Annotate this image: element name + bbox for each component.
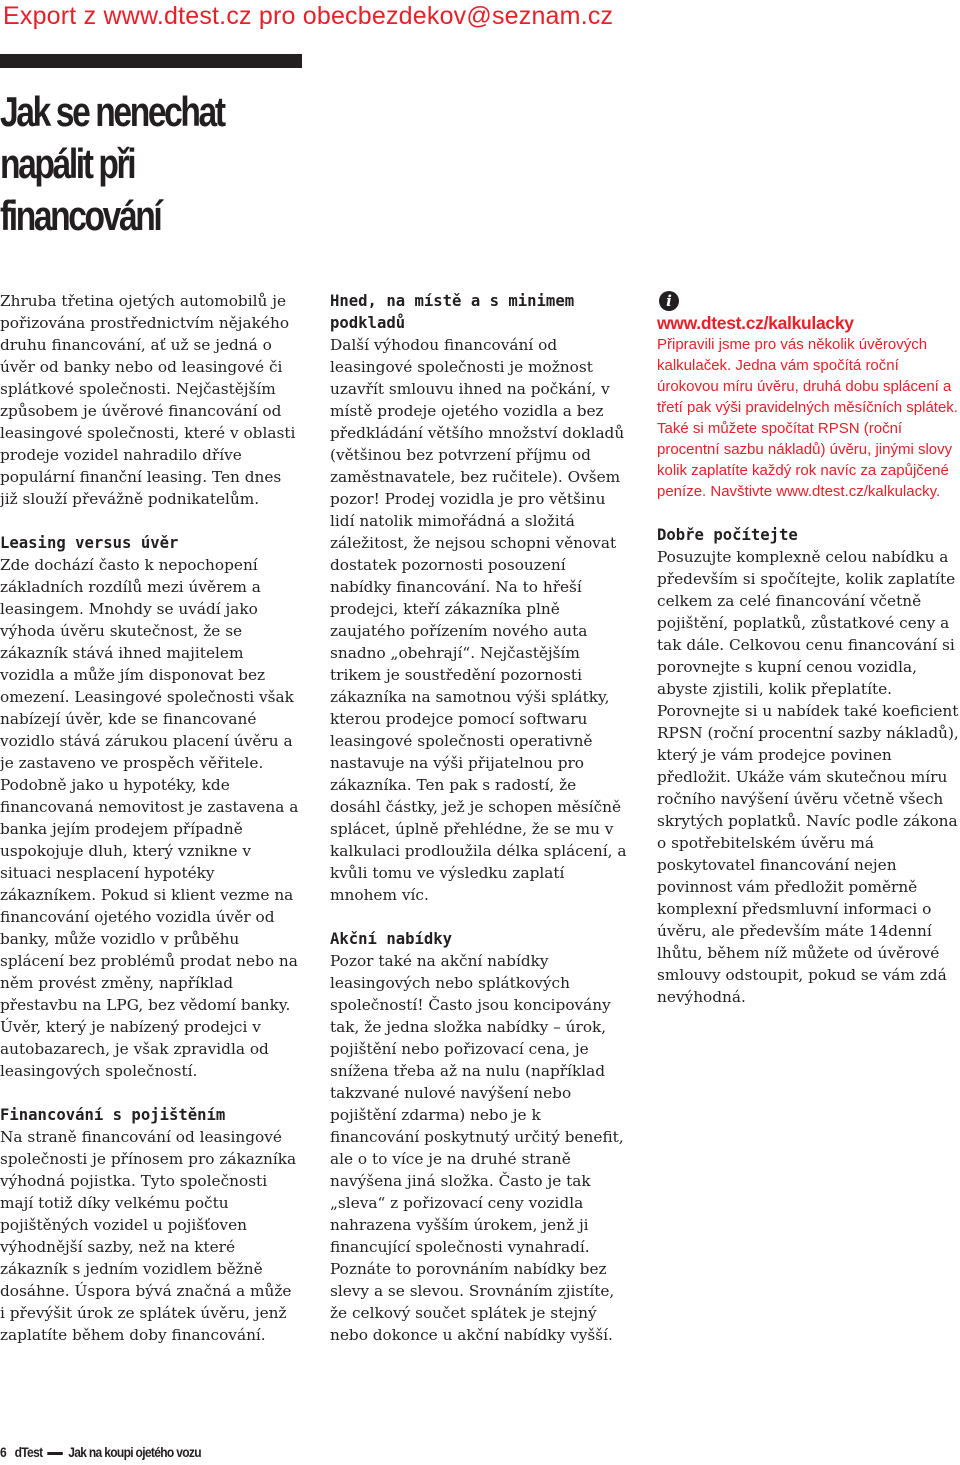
intro-paragraph: Zhruba třetina ojetých automobilů je pořizována prostřednictvím nějakého druhu financování, ať už se jedná o úvěr od banky nebo od leasingové či splátkové společnosti. Nejčastějším způsobem je úvěrové financování od leasingové společnosti, které v oblasti prodeje vozidel nahradilo dříve populární finanční leasing. Ten dnes již slouží převážně podnikatelům.	[0, 292, 296, 508]
info-box-text: Připravili jsme pro vás několik úvěrových kalkulaček. Jedna vám spočítá roční úrokovou míru úvěru, druhá dobu splácení a třetí pak výši pravidelných měsíčních splátek. Také si můžete spočítat RPSN (roční procentní sazbu nákladů) úvěru, jinými slovy kolik zaplatíte každý rok navíc za zapůjčené peníze. Navštivte www.dtest.cz/kalkulacky.	[657, 336, 958, 500]
column-1	[0, 290, 300, 1346]
heading-leasing-vs-credit: Leasing versus úvěr	[0, 534, 179, 552]
heading-calculate-well: Dobře počítejte	[657, 526, 798, 544]
heading-immediately: Hned, na místě a s minimem podkladů	[330, 292, 575, 332]
paragraph-calculate-well: Posuzujte komplexně celou nabídku a především si spočítejte, kolik zaplatíte celkem za celé financování včetně pojištění, poplatků, zůstatkové ceny a tak dále. Celkovou cenu financování si porovnejte s kupní cenou vozidla, abyste zjistili, kolik přeplatíte. Porovnejte si u nabídek také koeficient RPSN (roční procentní sazby nákladů), který je vám prodejce povinen předložit. Ukáže vám skutečnou míru ročního navýšení úvěru včetně všech skrytých poplatků. Navíc podle zákona o spotřebitelském úvěru má poskytovatel financování nejen povinnost vám předložit poměrně komplexní předsmluvní informaci o úvěru, ale především máte 14denní lhůtu, během níž můžete od úvěrové smlouvy odstoupit, pokud se vám zdá nevýhodná.	[657, 548, 959, 1006]
page-number: 6	[0, 1444, 7, 1460]
paragraph-immediately: Další výhodou financování od leasingové společnosti je možnost uzavřít smlouvu ihned na počkání, v místě prodeje ojetého vozidla a bez předkládání většího množství dokladů (většinou bez potvrzení příjmu od zaměstnavatele, bez ručitele). Ovšem pozor! Prodej vozidla je pro většinu lidí natolik mimořádná a složitá záležitost, že nejsou schopni věnovat dostatek pozornosti posouzení nabídky financování. Na to hřeší prodejci, kteří zákazníka plně zaujatého pořízením nového auta snadno „obehrají“. Nejčastějším trikem je soustředění pozornosti zákazníka na samotnou výši splátky, kterou prodejce pomocí softwaru leasingové společnosti operativně nastavuje na výši přijatelnou pro zákazníka. Ten pak s radostí, že dosáhl částky, jež je schopen měsíčně splácet, úplně přehlédne, že se mu v kalkulaci prodloužila délka splácení, a kvůli tomu ve výsledku zaplatí mnohem víc.	[330, 336, 627, 904]
column-2	[330, 290, 630, 1346]
heading-insurance: Financování s pojištěním	[0, 1106, 226, 1124]
heading-offers: Akční nabídky	[330, 930, 453, 948]
export-watermark: Export z www.dtest.cz pro obecbezdekov@seznam.cz	[3, 2, 614, 30]
calculators-link[interactable]: www.dtest.cz/kalkulacky	[657, 313, 854, 333]
paragraph-leasing-vs-credit: Zde dochází často k nepochopení základních rozdílů mezi úvěrem a leasingem. Mnohdy se uvádí jako výhoda úvěru skutečnost, že se zákazník stává ihned majitelem vozidla a může jím disponovat bez omezení. Leasingové společnosti však nabízejí úvěr, kde se financované vozidlo stává zárukou placení úvěru a je zastaveno ve prospěch věřitele. Podobně jako u hypotéky, kde financovaná nemovitost je zastavena a banka jejím prodejem případně uspokojuje dluh, který vznikne v situaci nesplacení hypotéky zákazníkem. Pokud si klient vezme na financování ojetého vozidla úvěr od banky, může vozidlo v průběhu splácení bez problémů prodat nebo na něm provést změny, například přestavbu na LPG, bez vědomí banky. Úvěr, který je nabízený prodejci v autobazarech, je však zpravidla od leasingových společností.	[0, 556, 299, 1080]
page-footer	[0, 1444, 201, 1460]
paragraph-insurance: Na straně financování od leasingové společnosti je přínosem pro zákazníka výhodná pojistka. Tyto společnosti mají totiž díky velkému počtu pojištěných vozidel u pojišťoven výhodnější sazby, než na které zákazník s jedním vozidlem běžně dosáhne. Úspora bývá značná a může i převýšit úrok ze splátek úvěru, jenž zaplatíte během doby financování.	[0, 1128, 297, 1344]
column-3	[657, 290, 960, 1008]
paragraph-offers: Pozor také na akční nabídky leasingových nebo splátkových společností! Často jsou koncipovány tak, že jedna složka nabídky – úrok, pojištění nebo pořizovací cena, je snížena třeba až na nulu (například takzvané nulové navýšení nebo pojištění zdarma) nebo je k financování poskytnutý určitý benefit, ale o to více je na druhé straně navýšena jiná složka. Často je tak „sleva“ z pořizovací ceny vozidla nahrazena vyšším úrokem, jenž ji financující společnosti vynahradí. Poznáte to porovnáním nabídky bez slevy a se slevou. Srovnáním zjistíte, že celkový součet splátek je stejný nebo dokonce u akční nabídky vyšší.	[330, 952, 624, 1344]
brand-logo: dTest	[14, 1444, 43, 1460]
info-icon: i	[659, 291, 679, 311]
footer-dash	[48, 1452, 63, 1455]
article-title: Jak se nenechat napálit při financování	[0, 88, 224, 239]
publication-title: Jak na koupi ojetého vozu	[68, 1444, 201, 1460]
title-rule	[0, 54, 302, 68]
